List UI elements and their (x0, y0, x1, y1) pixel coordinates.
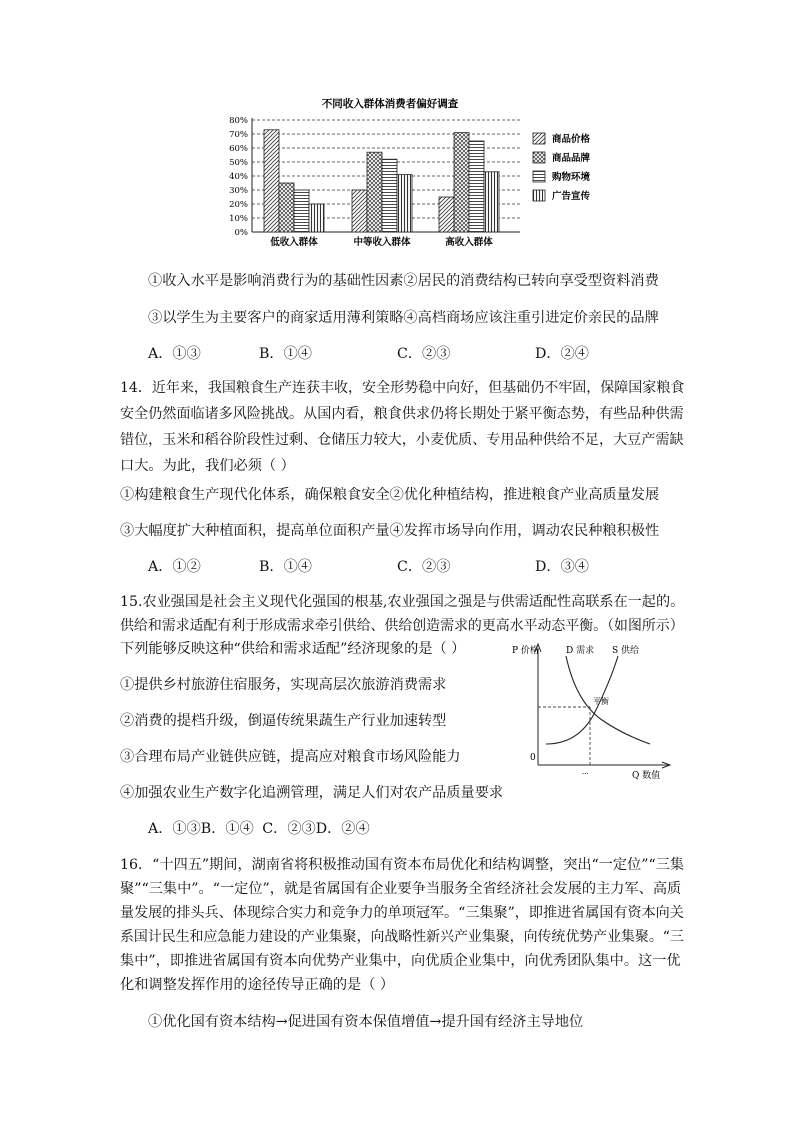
q16-stem-line-1: 16．“十四五”期间，湖南省将积极推动国有资本布局优化和结构调整，突出“一定位”“三集 (120, 857, 685, 873)
legend-label: 商品价格 (552, 134, 591, 145)
bar (264, 130, 279, 232)
y-tick-label: 70% (229, 130, 248, 140)
q14-choice-a[interactable]: A．①② (148, 559, 201, 575)
y-axis-ticks (229, 116, 248, 238)
q14-stem-line-4: 口大。为此，我们必须（ ） (120, 458, 295, 474)
q13-choice-d[interactable]: D．②④ (535, 346, 589, 362)
q14-choice-b[interactable]: B．①④ (259, 559, 312, 575)
bar (469, 141, 484, 232)
q16-stem-line-6: 化和调整发挥作用的途径传导正确的是（ ） (120, 977, 395, 993)
y-tick-label: 50% (229, 158, 248, 168)
q15-option-1: ①提供乡村旅游住宿服务，实现高层次旅游消费需求 (120, 677, 447, 693)
x-axis-categories (270, 236, 493, 248)
q14-stem-line-3: 错位，玉米和稻谷阶段性过剩、仓储压力较大，小麦优质、专用品种供给不足，大豆产需缺 (120, 432, 684, 448)
bar (279, 183, 294, 232)
legend-label: 广告宣传 (552, 191, 591, 202)
q14-options-line-2: ③大幅度扩大种植面积，提高单位面积产量④发挥市场导向作用，调动农民种粮积极性 (120, 523, 660, 539)
bar (309, 204, 324, 232)
bar (352, 190, 367, 232)
origin-label: 0 (530, 753, 536, 763)
legend-swatch (533, 171, 545, 182)
y-tick-label: 0% (234, 228, 248, 238)
q15-choices[interactable]: A．①③B．①④ C．②③D．②④ (148, 821, 370, 837)
q16-stem-line-4: 系国计民生和应急能力建设的产业集聚，向战略性新兴产业集聚，向传统优势产业集聚。“三 (120, 929, 684, 945)
y-tick-label: 40% (229, 172, 248, 182)
y-tick-label: 80% (229, 116, 248, 126)
bar-series (264, 130, 499, 232)
supply-label: S 供给 (612, 646, 640, 656)
bar (397, 175, 412, 232)
q13-choice-a[interactable]: A．①③ (148, 346, 201, 362)
q16-stem-line-5: 集中”，即推进省属国有资本向优势产业集中，向优质企业集中，向优秀团队集中。这一优 (120, 953, 681, 969)
q14-options-line-1: ①构建粮食生产现代化体系，确保粮食安全②优化种植结构，推进粮食产业高质量发展 (120, 487, 660, 503)
bar (294, 190, 309, 232)
q14-stem-line-2: 安全仍然面临诸多风险挑战。从国内看，粮食供求仍将长期处于紧平衡态势，有些品种供需 (120, 406, 684, 422)
q15-stem-line-3: 下列能够反映这种“供给和需求适配”经济现象的是（ ） (120, 641, 466, 657)
bar (484, 172, 499, 232)
chart-title: 不同收入群体消费者偏好调查 (321, 98, 459, 110)
y-tick-label: 60% (229, 144, 248, 154)
q13-options-line-1: ①收入水平是影响消费行为的基础性因素②居民的消费结构已转向享受型资料消费 (148, 273, 659, 289)
x-category-label: 中等收入群体 (353, 237, 411, 248)
bar (382, 159, 397, 232)
q16-option-1: ①优化国有资本结构→促进国有资本保值增值→提升国有经济主导地位 (148, 1014, 584, 1030)
legend-swatch (533, 190, 545, 201)
legend-label: 商品品牌 (552, 153, 591, 164)
q15-stem-line-1: 15.农业强国是社会主义现代化强国的根基,农业强国之强是与供需适配性高联系在一起的。 (120, 594, 685, 610)
q13-choice-c[interactable]: C．②③ (397, 346, 451, 362)
q14-choice-c[interactable]: C．②③ (397, 559, 451, 575)
q15-stem-line-2: 供给和需求适配有利于形成需求牵引供给、供给创造需求的更高水平动态平衡。（如图所示） (120, 618, 684, 634)
legend-label: 购物环境 (552, 172, 591, 183)
x-category-label: 低收入群体 (270, 237, 318, 248)
y-tick-label: 30% (229, 186, 248, 196)
q15-option-4: ④加强农业生产数字化追溯管理，满足人们对农产品质量要求 (120, 785, 504, 801)
demand-label: D 需求 (566, 646, 595, 656)
bar (439, 197, 454, 232)
q16-stem-line-2: 聚”“三集中”。“一定位”，就是省属国有企业要争当服务全省经济社会发展的主力军、高质 (120, 881, 682, 897)
q16-stem-line-3: 量发展的排头兵、体现综合实力和竞争力的单项冠军。“三集聚”，即推进省属国有资本向关 (120, 905, 684, 921)
legend-swatch (533, 133, 545, 144)
q13-options-line-2: ③以学生为主要客户的商家适用薄利策略④高档商场应该注重引进定价亲民的品牌 (148, 310, 659, 326)
y-tick-label: 20% (229, 200, 248, 210)
bar (454, 133, 469, 232)
equilibrium-label: 平衡 (593, 697, 609, 706)
equilibrium-quantity-tick: ... (582, 768, 589, 776)
supply-demand-graph (500, 640, 680, 780)
price-axis-label: P 价格 (512, 646, 539, 656)
x-category-label: 高收入群体 (445, 237, 493, 248)
q15-option-3: ③合理布局产业链供应链，提高应对粮食市场风险能力 (120, 749, 461, 765)
chart-legend (533, 133, 591, 202)
quantity-axis-label: Q 数值 (632, 771, 661, 780)
bar (367, 152, 382, 232)
q13-choice-b[interactable]: B．①④ (259, 346, 312, 362)
q14-stem-line-1: 14．近年来，我国粮食生产连获丰收，安全形势稳中向好，但基础仍不牢固，保障国家粮食 (120, 380, 685, 396)
y-tick-label: 10% (229, 214, 248, 224)
legend-swatch (533, 152, 545, 163)
q14-choice-d[interactable]: D．③④ (535, 559, 589, 575)
q15-option-2: ②消费的提档升级，倒逼传统果蔬生产行业加速转型 (120, 713, 447, 729)
consumer-preference-bar-chart (220, 95, 630, 255)
